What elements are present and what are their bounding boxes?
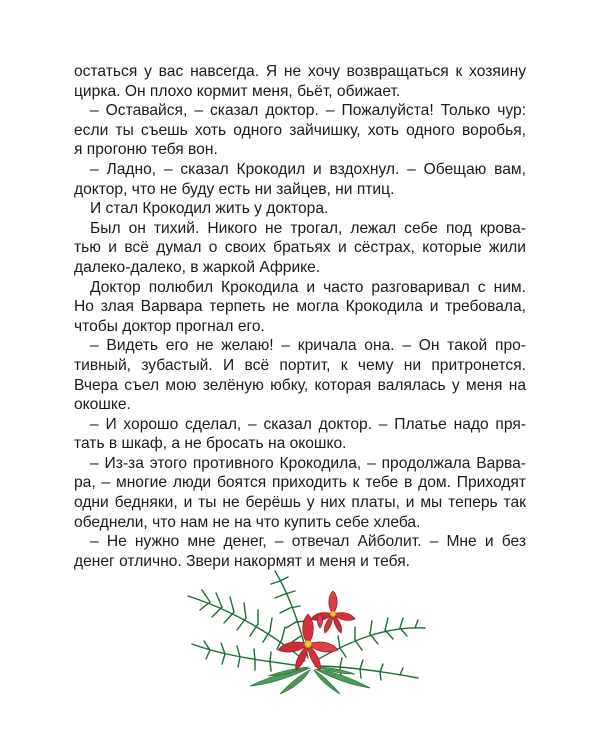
text-line: ра, – многие люди боятся приходить к тебе в дом. Приходят — [74, 474, 526, 492]
text-line: Но злая Варвара терпеть не могла Крокодила и требовала, — [74, 298, 526, 316]
text-line: остаться у вас навсегда. Я не хочу возвращаться к хозяину — [74, 63, 526, 80]
text-line: – Не нужно мне денег, – отвечал Айболит. – Мне и без — [90, 533, 526, 551]
text-line: тать в шкаф, а не бросать на окошко. — [74, 435, 347, 453]
text-line: Доктор полюбил Крокодила и часто разговаривал с ним. — [90, 278, 526, 296]
text-line: – Ладно, – сказал Крокодил и вздохнул. – Обещаю вам, — [90, 160, 526, 178]
text-line: – Оставайся, – сказал доктор. – Пожалуйста! Только чур: — [90, 102, 526, 120]
text-line: далеко-далеко, в жаркой Африке. — [74, 258, 321, 276]
text-line: И стал Крокодил жить у доктора. — [90, 200, 329, 218]
story-text — [74, 62, 526, 571]
text-line: если ты съешь хоть одного зайчишку, хоть одного воробья, — [74, 121, 526, 139]
text-line: тивный, зубастый. И всё портит, к чему ни притронется. — [74, 356, 526, 374]
text-line: я прогоню тебя вон. — [74, 141, 218, 159]
text-line: денег отлично. Звери накормят и меня и тебя. — [74, 552, 410, 570]
text-line: цирка. Он плохо кормит меня, бьёт, обижает. — [74, 82, 401, 100]
text-line: – И хорошо сделал, – сказал доктор. – Платье надо пря- — [90, 415, 526, 433]
text-line: доктор, что не буду есть ни зайцев, ни птиц. — [74, 180, 395, 198]
text-line: – Видеть его не желаю! – кричала она. – Он такой про- — [90, 337, 526, 355]
text-line: тью и всё думал о своих братьях и сёстрах, которые жили — [74, 239, 526, 257]
flower-plant-icon — [180, 566, 430, 701]
text-line: чтобы доктор прогнал его. — [74, 317, 265, 335]
text-line: одни бедняки, и ты не берёшь у них платы, и мы теперь так — [74, 494, 526, 512]
text-line: Вчера съел мою зелёную юбку, которая валялась у меня на — [74, 376, 526, 394]
text-line: окошке. — [74, 396, 131, 414]
text-line: Был он тихий. Никого не трогал, лежал себе под крова- — [90, 219, 526, 237]
text-line: – Из-за этого противного Крокодила, – продолжала Варва- — [90, 454, 526, 472]
flower-illustration — [180, 566, 430, 701]
text-line: обеднели, что нам не на что купить себе хлеба. — [74, 513, 421, 531]
